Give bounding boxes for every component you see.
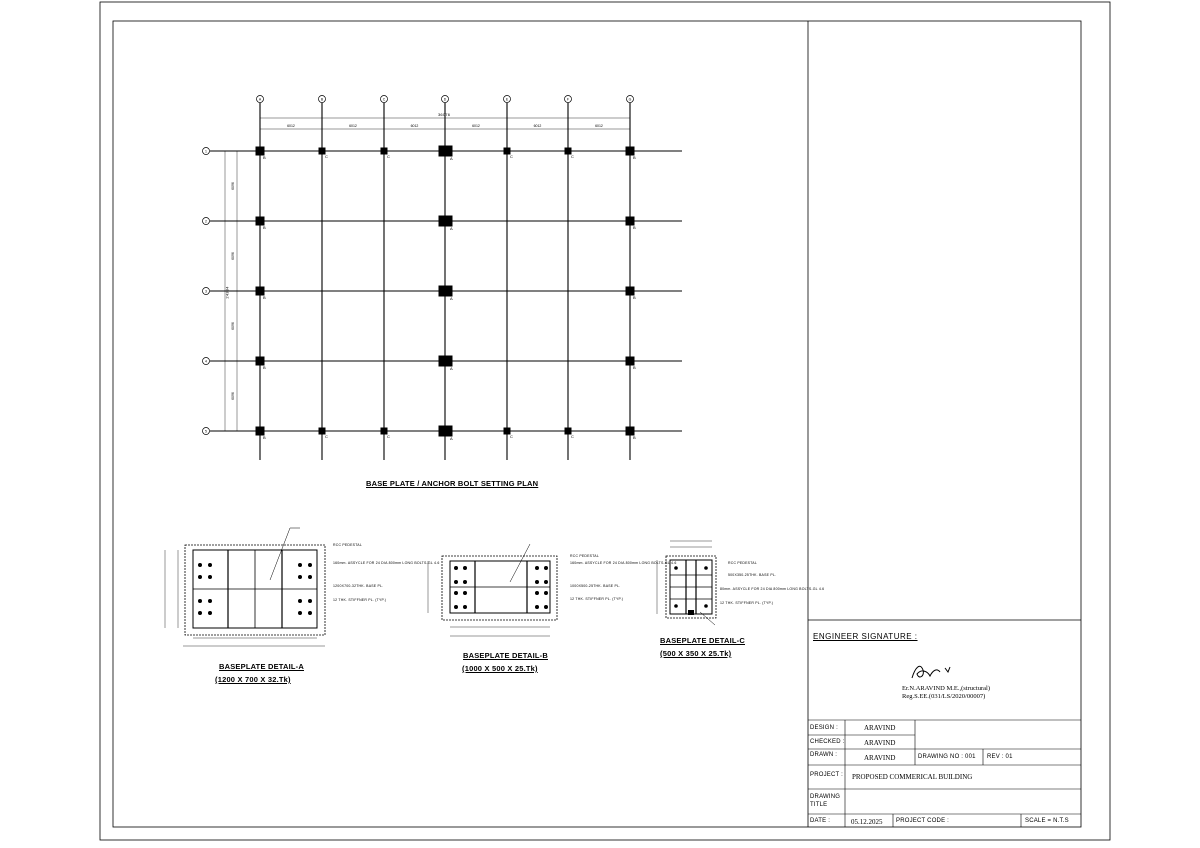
svg-text:C: C	[325, 154, 328, 159]
bay-dim-label: 6012	[595, 124, 603, 128]
svg-text:B: B	[263, 365, 266, 370]
grid-row-label: 2	[205, 219, 207, 224]
svg-text:B: B	[263, 225, 266, 230]
project-value: PROPOSED COMMERICAL BUILDING	[852, 773, 973, 781]
anchor-bolt-plan	[203, 96, 683, 461]
detail-b-note-plate: 1000X500-25THK. BASE PL.	[570, 584, 621, 588]
scale: SCALE = N.T.S	[1025, 818, 1069, 824]
detail-a-note-stiff: 12 THK. STIFFNER PL. (TYP.)	[333, 598, 387, 602]
revision: REV : 01	[987, 754, 1013, 760]
grid-col-label: B	[320, 97, 324, 102]
svg-text:B: B	[633, 155, 636, 160]
project-code: PROJECT CODE :	[896, 818, 950, 824]
grid-col-label: C	[382, 97, 386, 102]
bay-dim-label: 6012	[533, 124, 542, 128]
svg-text:A: A	[450, 436, 453, 441]
baseplate-detail-b-drawing	[428, 544, 557, 636]
detail-b-note-bolts: 160mm. ASSYCLE FOR 24 DIA 800mm LONG BOLTS-GL 4.6	[570, 561, 677, 565]
svg-text:A: A	[450, 296, 453, 301]
row-dim-label: 6096	[231, 252, 235, 260]
svg-text:C: C	[571, 154, 574, 159]
grid-col-label: D	[443, 97, 447, 102]
svg-text:A: A	[450, 366, 453, 371]
date-label: DATE :	[810, 818, 831, 824]
signature-mark	[912, 666, 950, 678]
detail-b-size: (1000 X 500 X 25.Tk)	[462, 664, 538, 673]
outer-border	[100, 2, 1110, 840]
inner-border	[113, 21, 1081, 827]
detail-a-note-bolts: 160mm. ASSYCLE FOR 24 DIA 800mm LONG BOLTS-GL 4.6	[333, 561, 440, 565]
grid-col-label: A	[258, 97, 262, 102]
detail-c-note-rcc: RCC PEDESTAL	[728, 561, 757, 565]
plan-title: BASE PLATE / ANCHOR BOLT SETTING PLAN	[366, 479, 539, 488]
bay-dim-label: 6012	[410, 124, 419, 128]
detail-a-title: BASEPLATE DETAIL-A	[219, 662, 304, 671]
bay-dim-label: 6012	[472, 124, 480, 128]
detail-c-note-stiff: 12 THK. STIFFNER PL. (TYP.)	[720, 601, 774, 605]
bay-dim-label: 6012	[349, 124, 357, 128]
drawn-value: ARAVIND	[864, 754, 896, 762]
grid-col-label: G	[628, 97, 632, 102]
grid-row-label: 4	[205, 359, 207, 364]
detail-a-size: (1200 X 700 X 32.Tk)	[215, 675, 291, 684]
svg-text:C: C	[387, 434, 390, 439]
svg-text:C: C	[387, 154, 390, 159]
grid-row-label: 1	[205, 149, 207, 154]
checked-label: CHECKED :	[810, 739, 845, 745]
detail-c-size: (500 X 350 X 25.Tk)	[660, 649, 732, 658]
svg-text:A: A	[450, 156, 453, 161]
svg-text:A: A	[450, 226, 453, 231]
baseplate-detail-a-drawing	[165, 528, 325, 646]
drawing-title-label-2: TITLE	[810, 802, 828, 808]
date-value: 05.12.2025	[851, 818, 883, 826]
row-dim-label: 6096	[231, 392, 235, 400]
detail-c-title: BASEPLATE DETAIL-C	[660, 636, 745, 645]
detail-a-note-plate: 1200X700-32THK. BASE PL.	[333, 584, 384, 588]
svg-text:B: B	[263, 435, 266, 440]
svg-text:B: B	[633, 435, 636, 440]
svg-text:C: C	[510, 154, 513, 159]
detail-b-note-stiff: 12 THK. STIFFNER PL. (TYP.)	[570, 597, 624, 601]
drawn-label: DRAWN :	[810, 752, 838, 758]
plan-overall-row-dim: 24384	[224, 286, 230, 299]
baseplate-detail-c-drawing	[657, 541, 716, 625]
project-label: PROJECT :	[810, 772, 844, 778]
engineer-name: Er.N.ARAVIND M.E.,(structural)	[902, 685, 990, 692]
svg-text:B: B	[633, 295, 636, 300]
svg-text:C: C	[510, 434, 513, 439]
detail-b-note-rcc: RCC PEDESTAL	[570, 554, 599, 558]
svg-text:B: B	[263, 295, 266, 300]
grid-col-label: E	[505, 97, 509, 102]
design-label: DESIGN :	[810, 725, 838, 731]
row-dim-label: 6096	[231, 322, 235, 330]
grid-col-label: F	[566, 97, 570, 102]
design-value: ARAVIND	[864, 724, 896, 732]
svg-text:C: C	[571, 434, 574, 439]
row-dim-label: 6096	[231, 182, 235, 190]
engineer-signature-header: ENGINEER SIGNATURE :	[813, 632, 918, 641]
engineer-reg: Reg.S.EE.(031/LS/2020/00007)	[902, 693, 986, 700]
detail-a-note-rcc: RCC PEDESTAL	[333, 543, 362, 547]
detail-c-note-bolts: 80mm. ASSYCLE FOR 24 DIA 800mm LONG BOLTS-GL 4.6	[720, 587, 825, 591]
plan-overall-dim: 36076	[438, 112, 451, 117]
detail-c-note-plate: 500X350-25THK. BASE PL.	[728, 573, 777, 577]
detail-b-title: BASEPLATE DETAIL-B	[463, 651, 548, 660]
svg-text:B: B	[633, 365, 636, 370]
svg-text:C: C	[325, 434, 328, 439]
svg-text:B: B	[633, 225, 636, 230]
drawing-number: DRAWING NO : 001	[918, 754, 976, 760]
drawing-title-label-1: DRAWING	[810, 794, 841, 800]
svg-text:B: B	[263, 155, 266, 160]
checked-value: ARAVIND	[864, 739, 896, 747]
grid-row-label: 3	[205, 289, 207, 294]
grid-row-label: 5	[205, 429, 207, 434]
bay-dim-label: 6012	[287, 124, 295, 128]
